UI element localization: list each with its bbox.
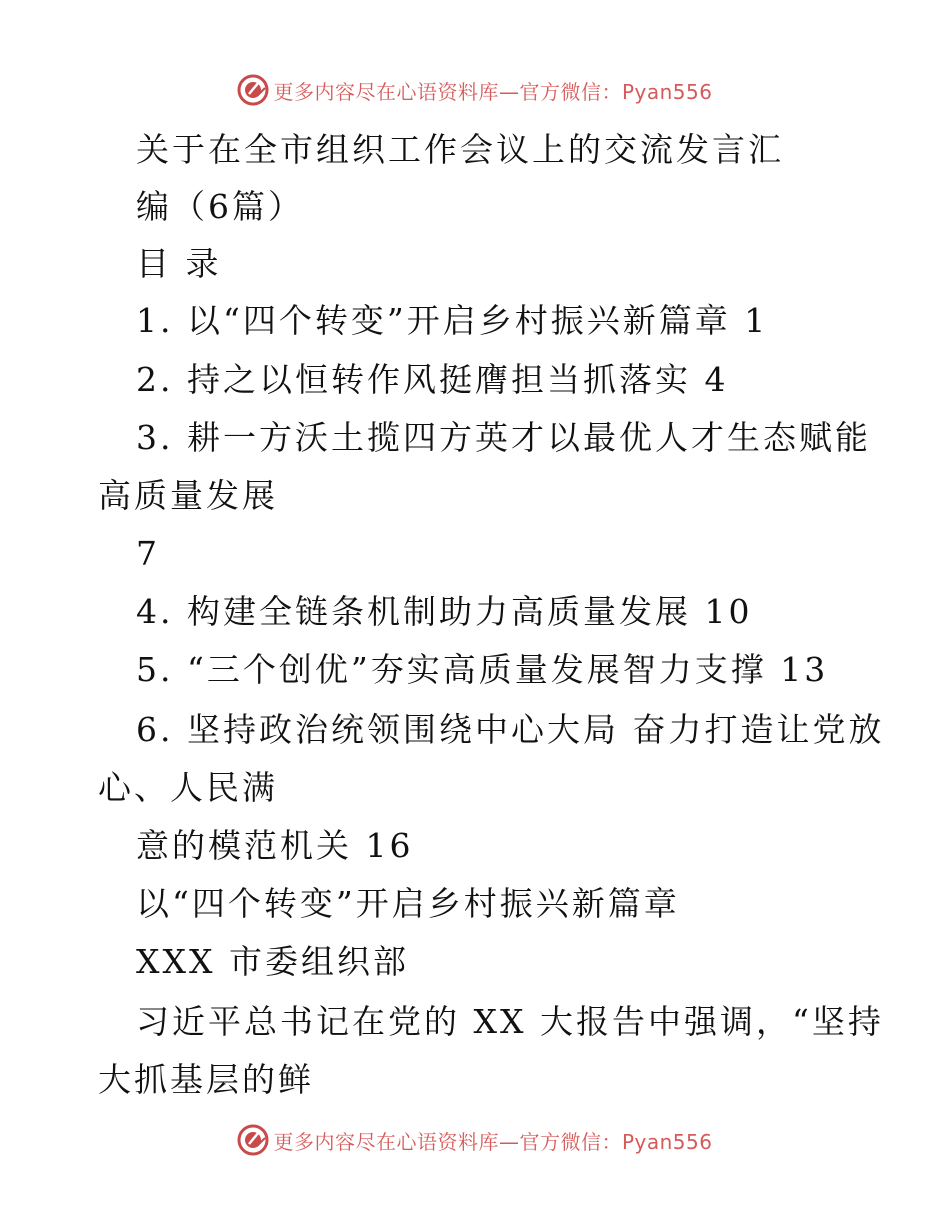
watermark-text: 更多内容尽在心语资料库—官方微信：Pyan556 — [273, 79, 713, 104]
article-author: XXX 市委组织部 — [136, 942, 409, 981]
toc-item-continued: 意的模范机关 16 — [136, 826, 414, 865]
toc-item: 5. “三个创优”夯实高质量发展智力支撑 13 — [136, 650, 829, 689]
watermark-banner-top — [0, 70, 950, 110]
toc-item: 3. 耕一方沃土揽四方英才以最优人才生态赋能 — [136, 418, 871, 457]
toc-item-continued: 心、人民满 — [98, 768, 278, 807]
watermark-text: 更多内容尽在心语资料库—官方微信：Pyan556 — [273, 1129, 713, 1154]
toc-item-continued: 高质量发展 — [98, 476, 278, 515]
body-paragraph: 习近平总书记在党的 XX 大报告中强调，“坚持 — [136, 1002, 884, 1041]
body-paragraph-continued: 大抓基层的鲜 — [98, 1060, 314, 1099]
document-title-continued: 编（6篇） — [136, 187, 304, 226]
toc-item: 1. 以“四个转变”开启乡村振兴新篇章 1 — [136, 301, 769, 340]
toc-item-page: 7 — [136, 534, 160, 573]
toc-item: 2. 持之以恒转作风挺膺担当抓落实 4 — [136, 360, 729, 399]
seal-logo-icon — [237, 74, 269, 106]
toc-heading: 目 录 — [136, 244, 222, 283]
document-title: 关于在全市组织工作会议上的交流发言汇 — [136, 130, 784, 169]
watermark-banner-bottom — [0, 1120, 950, 1160]
article-title: 以“四个转变”开启乡村振兴新篇章 — [136, 884, 680, 923]
seal-logo-icon — [237, 1124, 269, 1156]
toc-item: 6. 坚持政治统领围绕中心大局 奋力打造让党放 — [136, 710, 885, 749]
toc-item: 4. 构建全链条机制助力高质量发展 10 — [136, 592, 753, 631]
